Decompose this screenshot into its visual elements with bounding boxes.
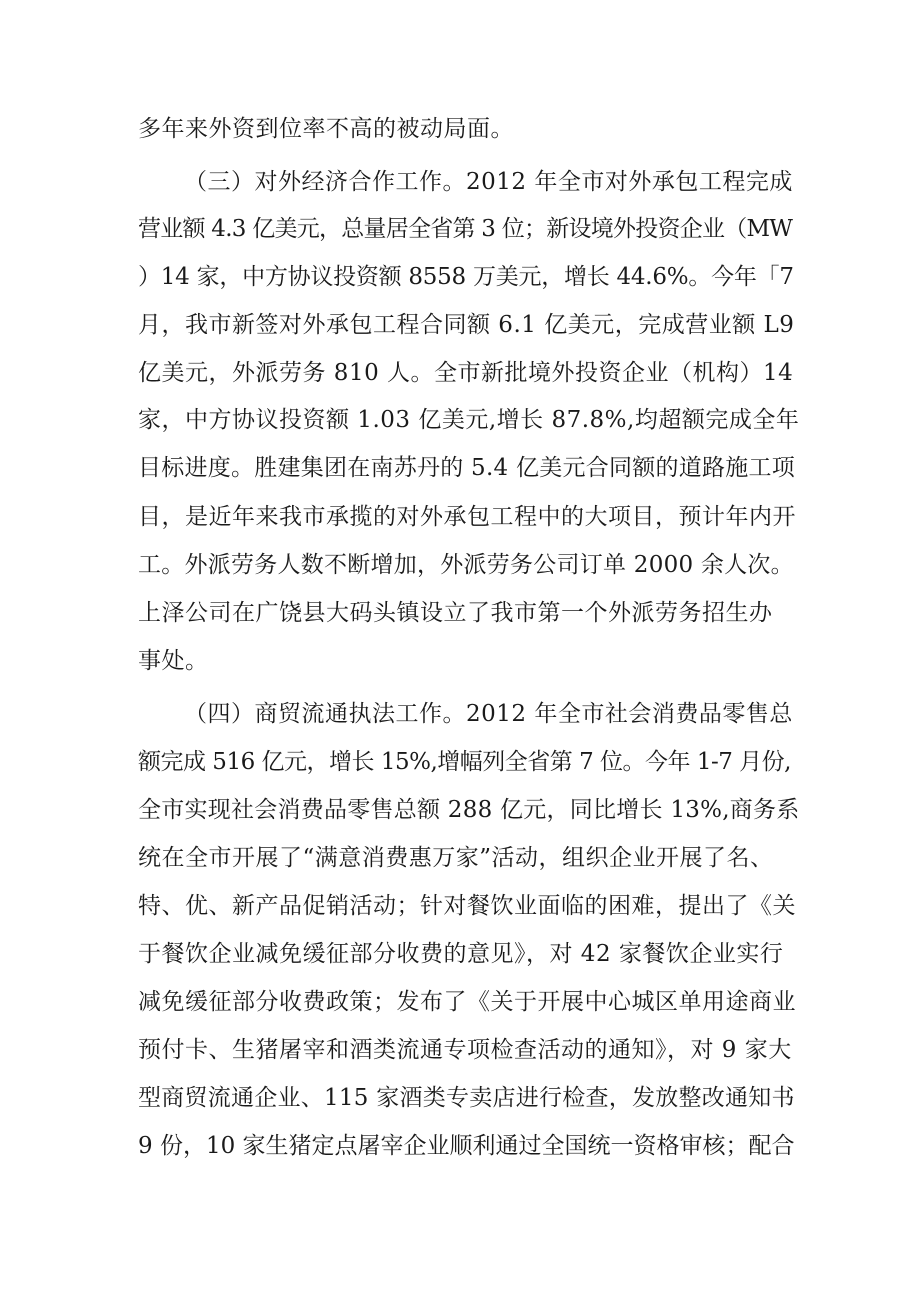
- paragraph-line: 目标进度。胜建集团在南苏丹的 5.4 亿美元合同额的道路施工项: [138, 455, 795, 481]
- paragraph-line: 于餐饮企业减免缓征部分收费的意见》，对 42 家餐饮企业实行: [138, 941, 784, 967]
- paragraph-line: 统在全市开展了“满意消费惠万家”活动，组织企业开展了名、: [138, 845, 774, 871]
- paragraph-line: 减免缓征部分收费政策；发布了《关于开展中心城区单用途商业: [138, 989, 796, 1015]
- paragraph-line: 月，我市新签对外承包工程合同额 6.1 亿美元，完成营业额 L9: [138, 312, 795, 338]
- section-3-heading-line: （三）对外经济合作工作。2012 年全市对外承包工程完成: [184, 169, 793, 195]
- paragraph-line: 工。外派劳务人数不断增加，外派劳务公司订单 2000 余人次。: [138, 552, 794, 578]
- paragraph-line: 特、优、新产品促销活动；针对餐饮业面临的困难，提出了《关: [138, 893, 796, 919]
- paragraph-line: 9 份，10 家生猪定点屠宰企业顺利通过全国统一资格审核；配合: [138, 1133, 795, 1159]
- section-4-heading-line: （四）商贸流通执法工作。2012 年全市社会消费品零售总: [184, 701, 793, 727]
- paragraph-line: 家，中方协议投资额 1.03 亿美元,增长 87.8%,均超额完成全年: [138, 407, 800, 433]
- paragraph-line: 预付卡、生猪屠宰和酒类流通专项检查活动的通知》，对 9 家大: [138, 1037, 792, 1063]
- paragraph-line: 营业额 4.3 亿美元，总量居全省第 3 位；新设境外投资企业（MW: [138, 216, 793, 242]
- paragraph-line: 亿美元，外派劳务 810 人。全市新批境外投资企业（机构）14: [138, 360, 794, 386]
- paragraph-line: 型商贸流通企业、115 家酒类专卖店进行检查，发放整改通知书: [138, 1085, 795, 1111]
- paragraph-line: 多年来外资到位率不高的被动局面。: [138, 116, 514, 142]
- paragraph-line: ）14 家，中方协议投资额 8558 万美元，增长 44.6%。今年「7: [138, 264, 794, 290]
- paragraph-line: 全市实现社会消费品零售总额 288 亿元，同比增长 13%,商务系: [138, 797, 800, 823]
- paragraph-line: 事处。: [138, 648, 209, 674]
- paragraph-line: 上泽公司在广饶县大码头镇设立了我市第一个外派劳务招生办: [138, 600, 773, 626]
- paragraph-line: 目，是近年来我市承揽的对外承包工程中的大项目，预计年内开: [138, 504, 796, 530]
- paragraph-line: 额完成 516 亿元，增长 15%,增幅列全省第 7 位。今年 1-7 月份,: [138, 749, 791, 775]
